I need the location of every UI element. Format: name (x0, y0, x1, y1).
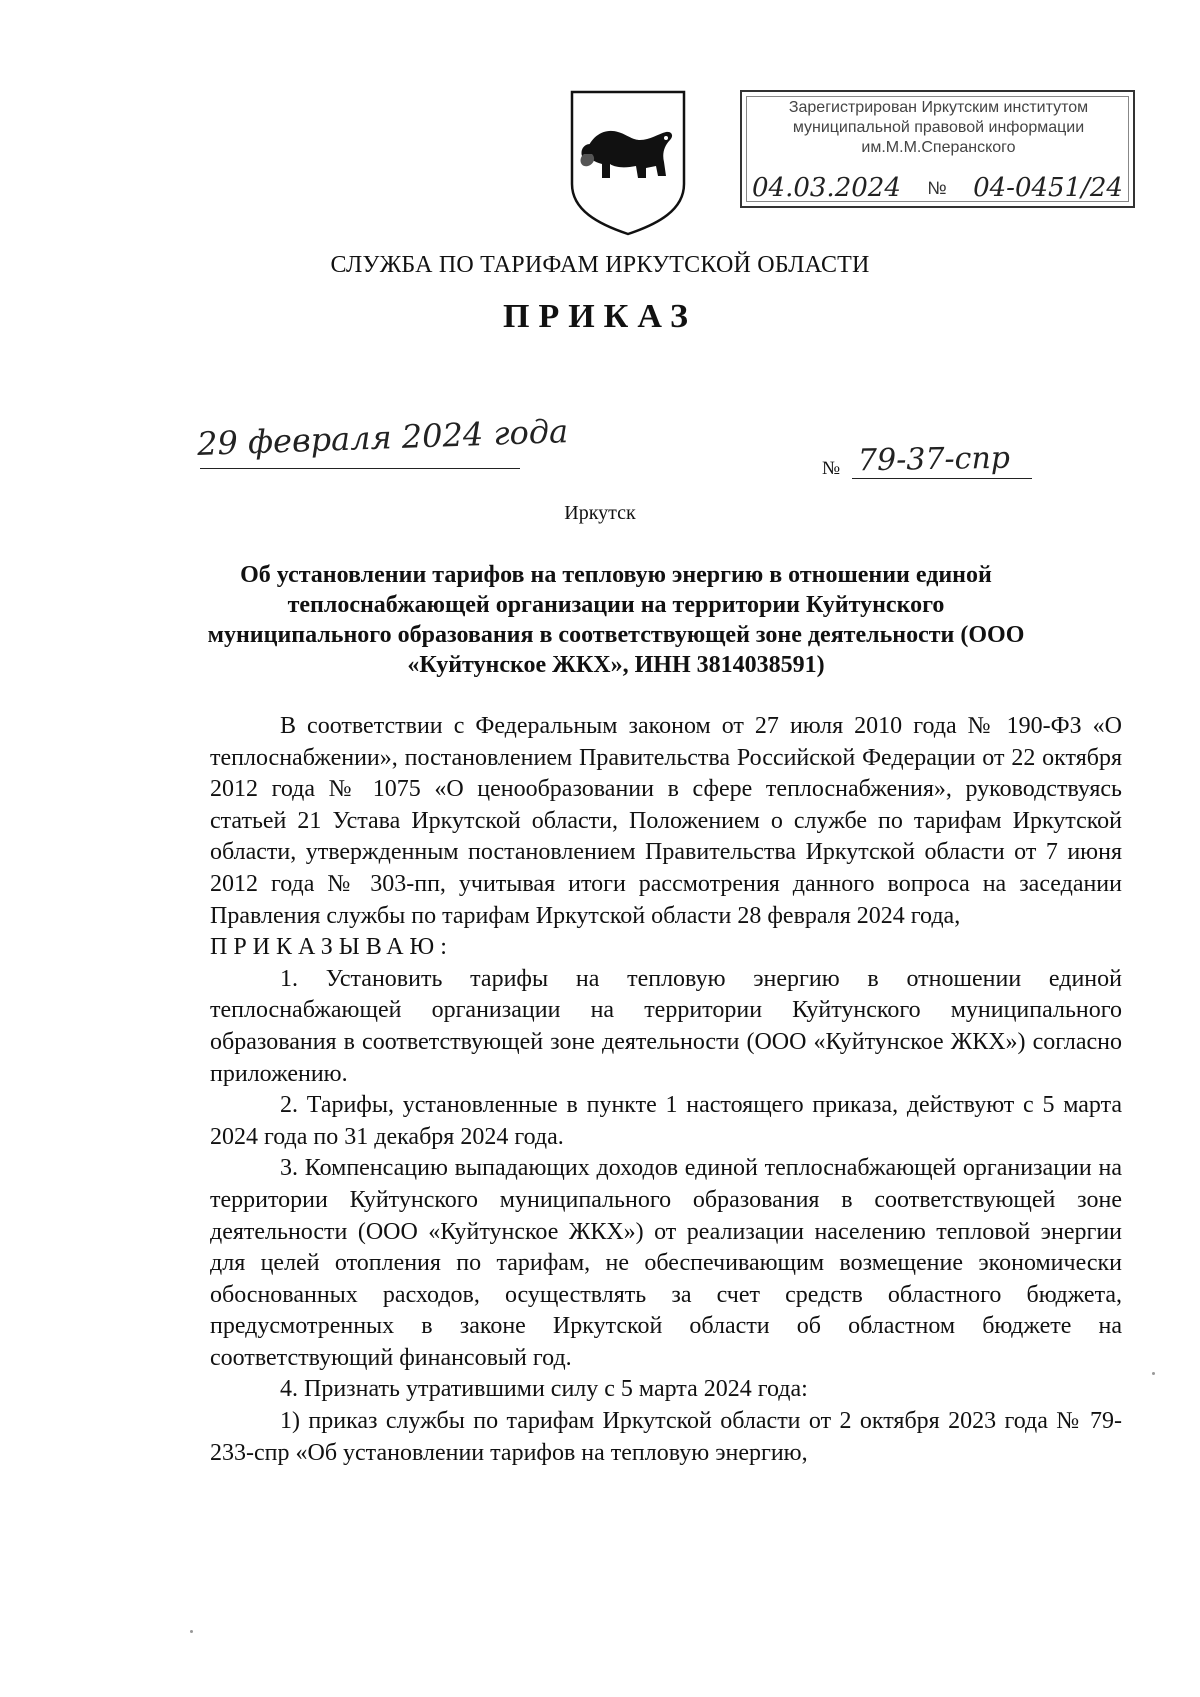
scan-speck (1152, 1372, 1155, 1375)
date-underline (200, 468, 520, 469)
stamp-registration-date: 04.03.2024 (752, 173, 901, 203)
preamble-paragraph: В соответствии с Федеральным законом от 27 июля 2010 года № 190-ФЗ «О теплоснабжении», постановлением Правительства Российской Федерации от 22 октября 2012 года № 1075 «О ценообразовании в сфере теплоснабжения», руководствуясь статьей 21 Устава Иркутской области, Положением о службе по тарифам Иркутской области, утвержденным постановлением Правительства Иркутской области от 7 июня 2012 года № 303-пп, учитывая итоги рассмотрения данного вопроса на заседании Правления службы по тарифам Иркутской области 28 февраля 2024 года, (210, 713, 1122, 929)
handwritten-order-date: 29 февраля 2024 года (196, 412, 569, 464)
document-type-title: ПРИКАЗ (503, 298, 697, 335)
order-item-1: 1. Установить тарифы на тепловую энергию в отношении единой теплоснабжающей организации на территории Куйтунского муниципального образования в соответствующей зоне деятельности (ООО «Куйтунское ЖКХ») согласно приложению. (210, 965, 1122, 1087)
number-underline (852, 478, 1032, 479)
stamp-registration-line (752, 168, 1123, 203)
order-item-4-subitem-1: 1) приказ службы по тарифам Иркутской области от 2 октября 2023 года № 79-233-спр «Об установлении тарифов на тепловую энергию, (210, 1408, 1122, 1466)
city-name: Иркутск (564, 502, 636, 524)
stamp-line-2: муниципальной правовой информации (792, 119, 1085, 136)
scan-speck (190, 1630, 193, 1633)
order-item-3: 3. Компенсацию выпадающих доходов единой теплоснабжающей организации на территории Куйтунского муниципального образования в соответствующей зоне деятельности (ООО «Куйтунское ЖКХ») от реализации населению тепловой энергии для целей отопления по тарифам, не обеспечивающим возмещение экономически обоснованных расходов, осуществлять за счет средств областного бюджета, предусмотренных в законе Иркутской области об областном бюджете на соответствующий финансовый год. (210, 1155, 1122, 1371)
irkutsk-coat-of-arms-emblem (566, 88, 690, 236)
order-item-2: 2. Тарифы, установленные в пункте 1 настоящего приказа, действуют с 5 марта 2024 года по 31 декабря 2024 года. (210, 1092, 1122, 1150)
order-number-sign: № (822, 458, 841, 479)
handwritten-order-number: 79-37-спр (857, 440, 1011, 479)
issuing-organization: СЛУЖБА ПО ТАРИФАМ ИРКУТСКОЙ ОБЛАСТИ (330, 252, 870, 278)
registration-stamp (740, 90, 1135, 208)
stamp-line-3: им.М.М.Сперанского (861, 139, 1016, 156)
order-item-4: 4. Признать утратившими силу с 5 марта 2024 года: (280, 1376, 808, 1403)
order-number-block (822, 440, 1062, 486)
stamp-line-1: Зарегистрирован Иркутским институтом (788, 99, 1089, 116)
document-body (210, 711, 1122, 1469)
document-heading: Об установлении тарифов на тепловую энергию в отношении единой теплоснабжающей организации на территории Куйтунского муниципального образования в соответствующей зоне деятельности (ООО «Куйтунское ЖКХ», ИНН 3814038591) (207, 562, 1025, 678)
order-word: ПРИКАЗЫВАЮ: (210, 934, 453, 961)
stamp-registration-number: 04-0451/24 (973, 173, 1123, 203)
stamp-number-sign: № (927, 178, 947, 198)
